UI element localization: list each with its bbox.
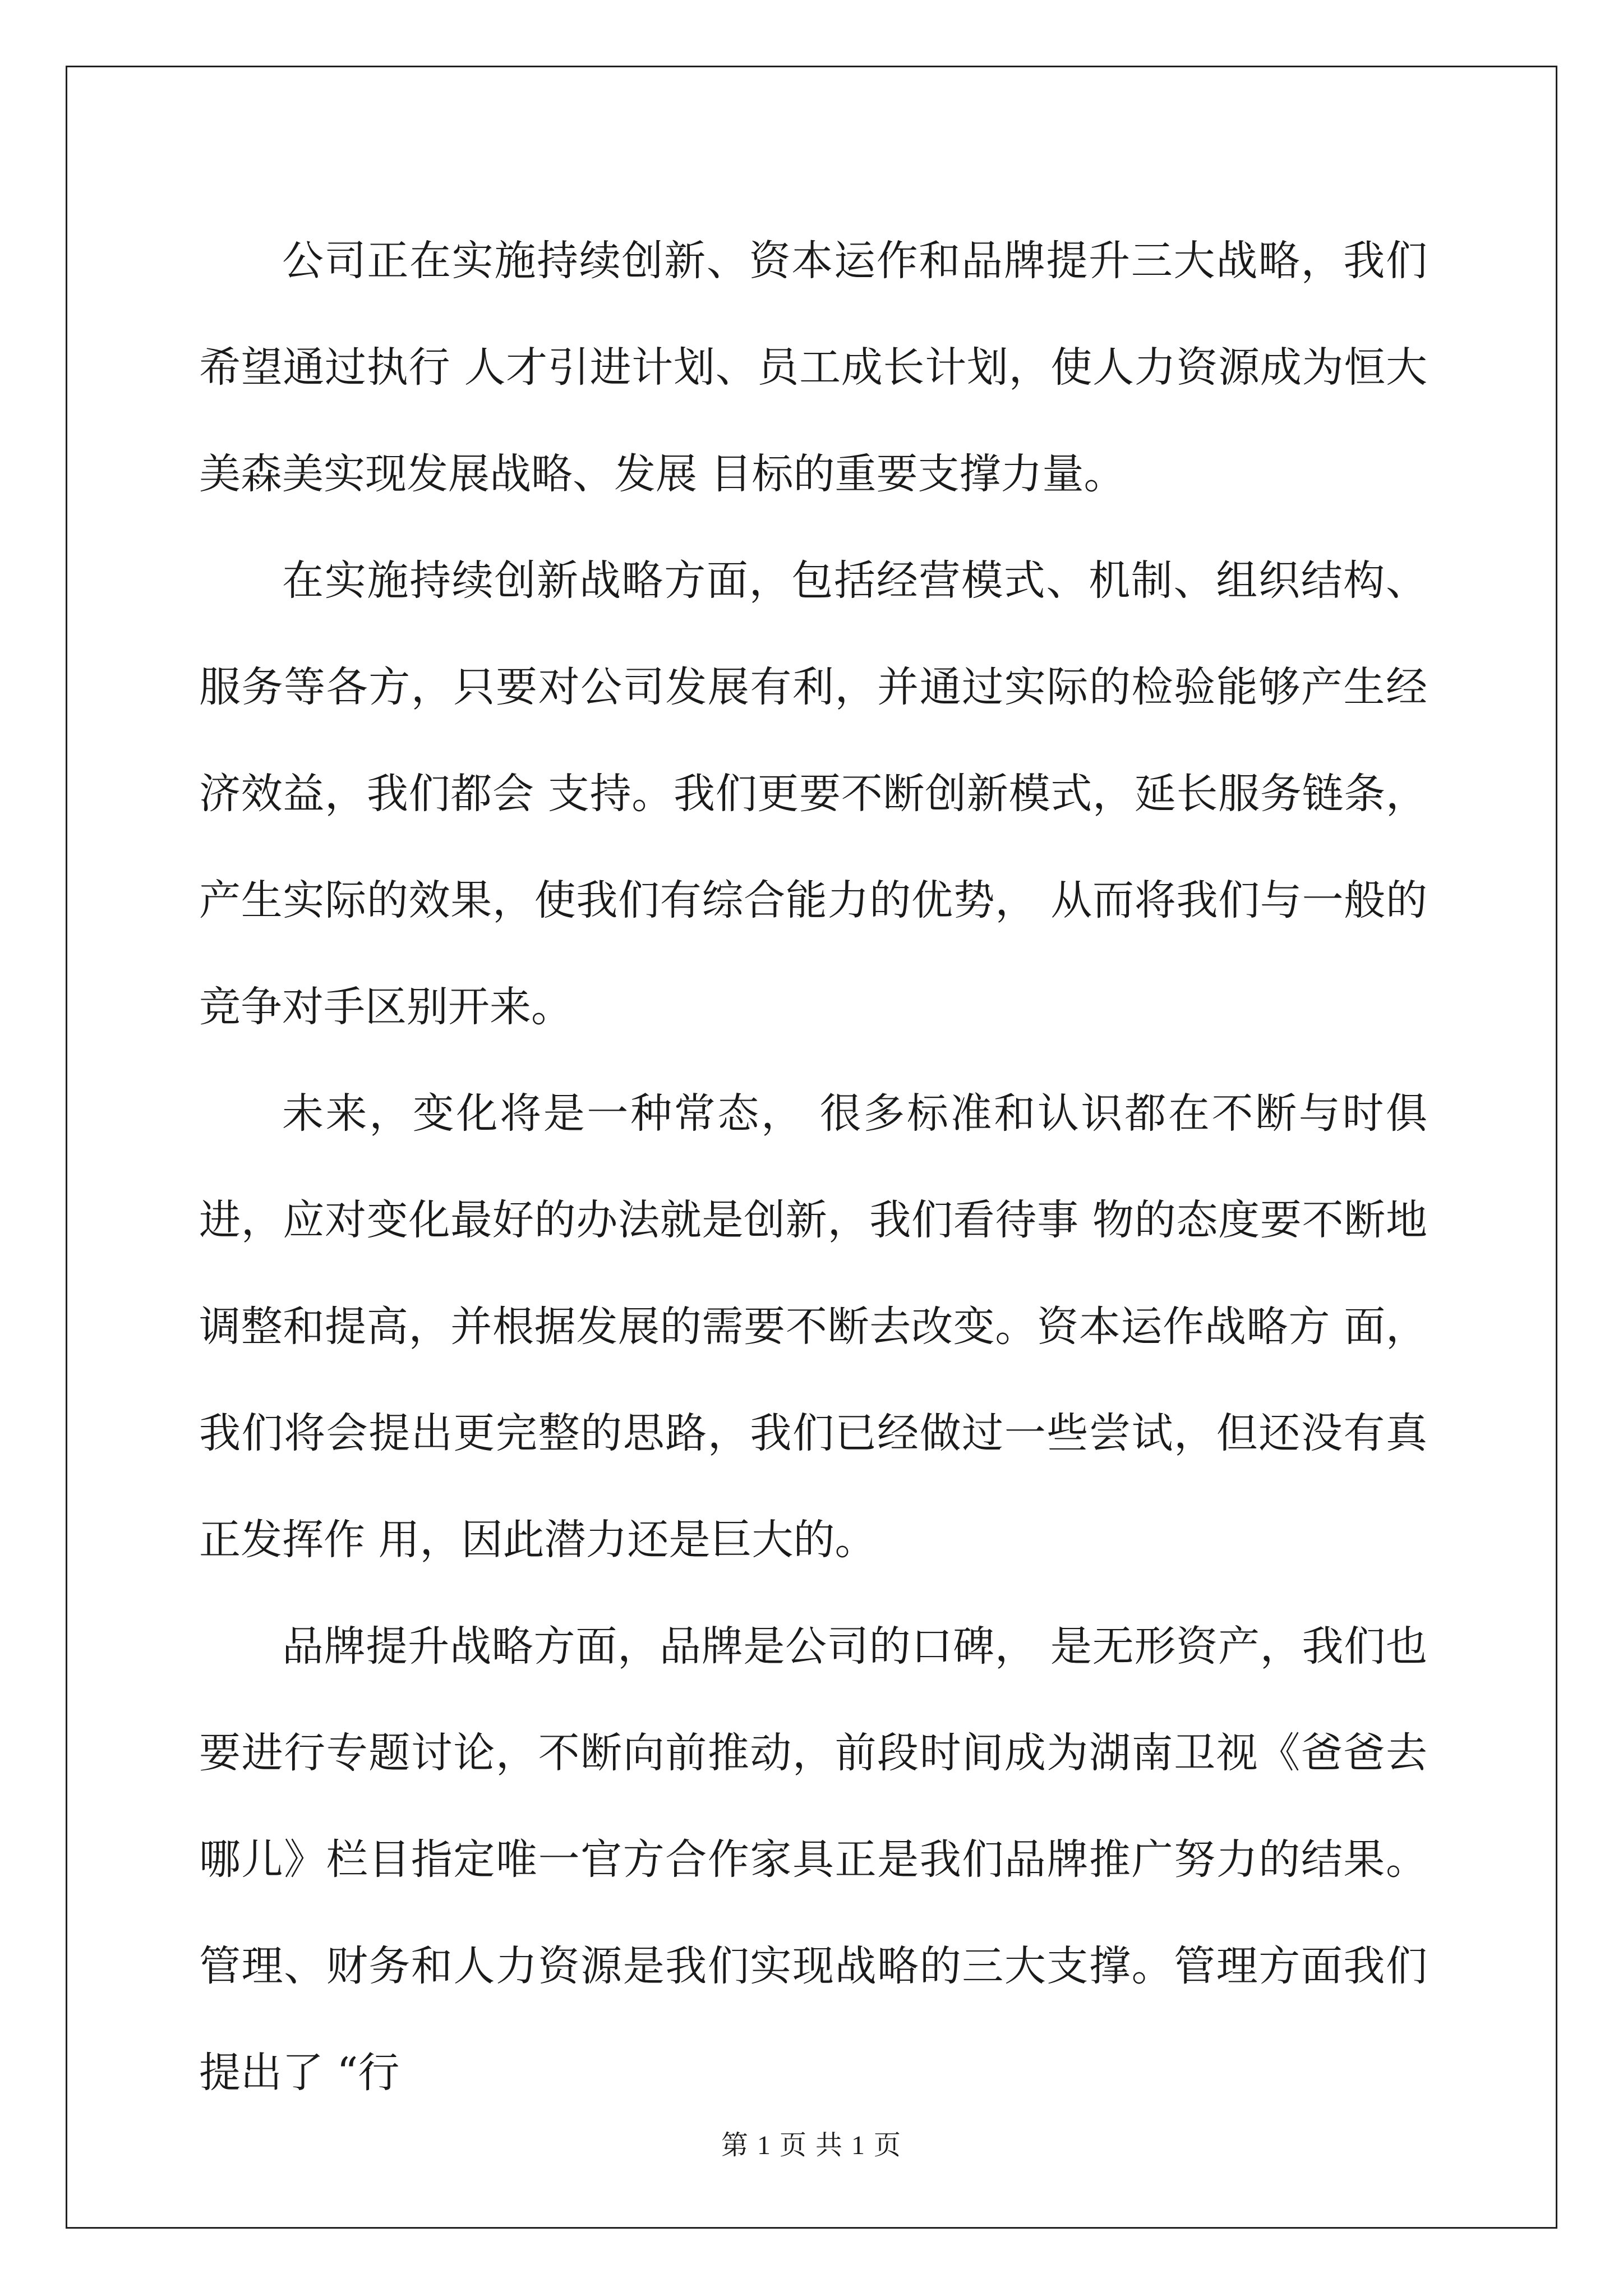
page-footer: 第 1 页 共 1 页: [721, 2131, 902, 2160]
document-body: [199, 208, 1427, 2126]
paragraph-4: 品牌提升战略方面，品牌是公司的口碑， 是无形资产，我们也要进行专题讨论，不断向前推动，前段时间成为湖南卫视《爸爸去哪儿》栏目指定唯一官方合作家具正是我们品牌推广努力的结果。管理、财务和人力资源是我们实现战略的三大支撑。管理方面我们提出了 “行: [199, 1622, 1427, 2097]
paragraph-1: 公司正在实施持续创新、资本运作和品牌提升三大战略，我们希望通过执行 人才引进计划、员工成长计划，使人力资源成为恒大美森美实现发展战略、发展 目标的重要支撑力量。: [199, 237, 1427, 498]
paragraph-3: 未来，变化将是一种常态， 很多标准和认识都在不断与时俱进，应对变化最好的办法就是创新，我们看待事 物的态度要不断地调整和提高，并根据发展的需要不断去改变。资本运作战略方 面，我们将会提出更完整的思路，我们已经做过一些尝试，但还没有真正发挥作 用，因此潜力还是巨大的。: [199, 1089, 1427, 1564]
paragraph-2: 在实施持续创新战略方面，包括经营模式、机制、组织结构、服务等各方，只要对公司发展有利，并通过实际的检验能够产生经济效益，我们都会 支持。我们更要不断创新模式，延长服务链条，产生实际的效果，使我们有综合能力的优势， 从而将我们与一般的竞争对手区别开来。: [199, 556, 1427, 1031]
